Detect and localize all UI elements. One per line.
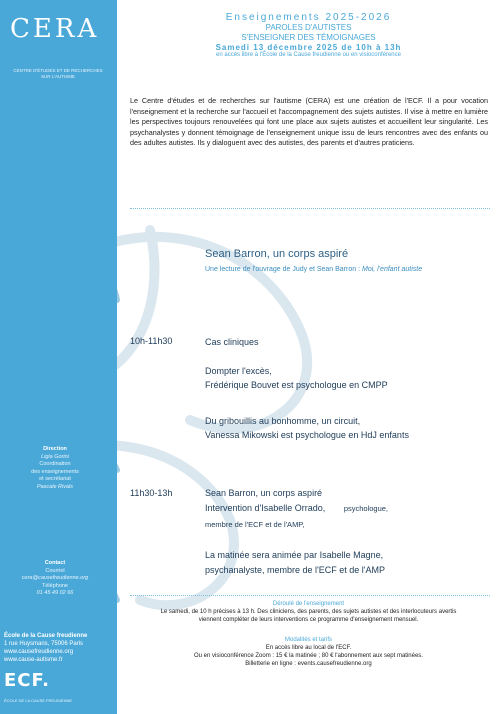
school-block [4,632,114,664]
slot1-talk2-speaker: Vanessa Mikowski est psychologue en HdJ enfants [205,430,409,440]
footer-divider [130,595,490,596]
direction-name: Ligia Gorini [41,453,69,460]
footer-heading-1: Déroulé de l'enseignement [272,601,345,607]
slot2-time: 11h30-13h [130,488,173,498]
talk-subtitle [205,265,485,274]
header [117,12,500,58]
event-date: Samedi 13 décembre 2025 de 10h à 13h [215,43,402,52]
talk-title: Sean Barron, un corps aspiré [205,248,349,260]
slot2-speaker-role: psychologue, [343,504,389,513]
coordination-label: Coordination [39,461,71,467]
event-access: en accès libre à l'École de la Cause freudienne ou en visioconférence [216,52,401,58]
ecf-logo: ECF. [4,670,50,691]
divider [130,208,490,210]
slot2-speaker [205,503,388,513]
talk-book-title: Moi, l'enfant autiste [362,266,423,273]
series-title: Enseignements 2025-2026 [225,12,392,23]
footer-text-1b: viennent compléter de leurs interventions ce programme d'enseignement mensuel. [198,617,419,623]
telephone-label: Téléphone [42,582,68,589]
cera-logo: CERA [10,14,100,44]
footer [117,600,500,668]
ticketing-link[interactable]: Billetterie en ligne : events.causefreudienne.org [245,661,372,667]
coordination-line3: et secrétariat [39,476,71,482]
slot2-speaker-membership: membre de l'ECF et de l'AMP, [205,520,305,529]
contact-phone: 01 45 49 02 66 [36,590,74,596]
contact-block [4,560,106,598]
slot1-time: 10h-11h30 [130,336,173,346]
footer-heading-2: Modalités et tarifs [284,637,333,643]
website-link-1[interactable]: www.causefreudienne.org [4,649,74,655]
slot1-talk1-speaker: Frédérique Bouvet est psychologue en CMPP [205,380,388,390]
footer-text-2a: En accès libre au local de l'ECF. [265,645,352,651]
direction-block [4,446,106,491]
sidebar [0,0,117,714]
slot1-talk2-title: Du gribouillis au bonhomme, un circuit, [205,416,361,426]
courriel-label: Courriel [45,567,65,574]
school-address: 1 rue Huysmans, 75006 Paris [4,641,84,647]
coordination-name: Pascale Rivals [36,483,74,490]
main-title-line1: PAROLES D'AUTISTES [265,23,352,32]
contact-label: Contact [44,560,66,566]
direction-label: Direction [43,446,67,452]
slot1-heading: Cas cliniques [205,337,259,347]
talk-subtitle-prefix: Une lecture de l'ouvrage de Judy et Sean Barron : [205,266,362,273]
school-name: École de la Cause freudienne [4,633,88,639]
website-link-2[interactable]: www.cause-autisme.fr [4,657,63,663]
slot2-heading: Sean Barron, un corps aspiré [205,488,323,498]
slot1-talk1-title: Dompter l'excès, [205,366,272,376]
contact-email-link[interactable]: cera@causefreudienne.org [21,575,89,581]
logo-subtitle: CENTRE D'ÉTUDES ET DE RECHERCHES SUR L'AUTISME [13,68,103,79]
coordination-line2: des enseignements [31,468,79,475]
intro-paragraph: Le Centre d'études et de recherches sur l'autisme (CERA) est une création de l'ECF. Il a pour vocation l'enseignement et la recherche sur l'accueil et l'accompagnement des sujets autistes. Il vise à mettre en lumière les perspectives toujours renouvelées qui font une place aux sujets autistes et accueillent leur singularité. Les psychanalystes y donnent témoignage de l'enseignement unique issu de leurs rencontres avec des enfants ou des adultes autistes. Ils y dialoguent avec des autistes, des parents et d'autres praticiens. [130,96,488,147]
moderator-line2: psychanalyste, membre de l'ECF et de l'AMP [205,565,386,575]
moderator-line1: La matinée sera animée par Isabelle Magne, [205,550,384,560]
footer-text-1a: Le samedi, de 10 h précises à 13 h. Des cliniciens, des parents, des sujets autistes et des interlocuteurs avertis [160,609,457,615]
ecf-logo-subtitle: ÉCOLE DE LA CAUSE FREUDIENNE [4,698,73,703]
slot2-speaker-name: Intervention d'Isabelle Orrado, [205,503,326,513]
footer-text-2b: Ou en visioconférence Zoom : 15 € la matinée ; 80 € l'abonnement aux sept matinées. [194,653,423,659]
main-title-line2: S'ENSEIGNER DES TÉMOIGNAGES [241,33,376,42]
